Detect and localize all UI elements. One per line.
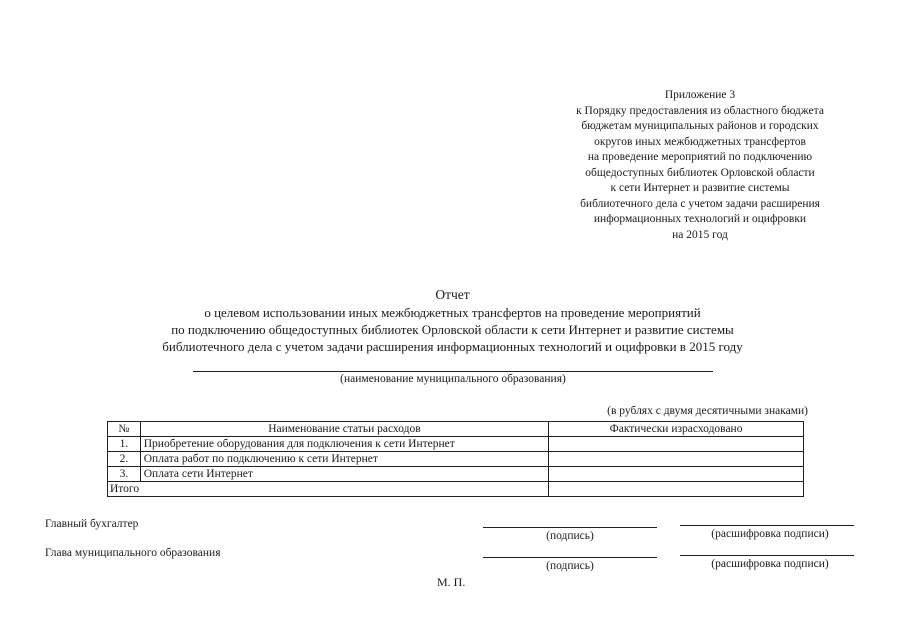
signature-caption: (подпись) <box>546 530 594 542</box>
table-row <box>108 467 804 482</box>
report-subtitle-line: библиотечного дела с учетом задачи расширения информационных технологий и оцифровки в 2015 году <box>162 339 743 354</box>
row-num: 2. <box>108 452 141 467</box>
signature-caption: (подпись) <box>546 560 594 572</box>
appendix-line: округов иных межбюджетных трансфертов <box>594 135 806 148</box>
appendix-line: бюджетам муниципальных районов и городских <box>581 120 819 132</box>
head-signature-field[interactable] <box>483 557 657 558</box>
row-fact-cell[interactable] <box>549 452 804 467</box>
accountant-decode-field[interactable] <box>680 525 854 526</box>
table-header-row <box>108 422 804 437</box>
row-name: Оплата сети Интернет <box>140 467 548 482</box>
report-subtitle <box>0 304 905 355</box>
row-name: Оплата работ по подключению к сети Интернет <box>140 452 548 467</box>
table-row <box>108 437 804 452</box>
report-title: Отчет <box>435 287 470 302</box>
appendix-line: Приложение 3 <box>664 89 736 101</box>
decode-caption: (расшифровка подписи) <box>711 528 829 540</box>
header-num: № <box>108 422 141 437</box>
row-num: 1. <box>108 437 141 452</box>
chief-accountant-label: Главный бухгалтер <box>45 518 139 530</box>
appendix-line: на 2015 год <box>672 228 728 241</box>
units-note: (в рублях с двумя десятичными знаками) <box>607 405 808 417</box>
head-decode-field[interactable] <box>680 555 854 556</box>
appendix-line: к Порядку предоставления из областного бюджета <box>576 104 824 117</box>
report-subtitle-line: по подключению общедоступных библиотек Орловской области к сети Интернет и развитие системы <box>171 322 734 337</box>
table-row <box>108 452 804 467</box>
decode-caption: (расшифровка подписи) <box>711 558 829 570</box>
row-name: Приобретение оборудования для подключения к сети Интернет <box>140 437 548 452</box>
row-fact-cell[interactable] <box>549 467 804 482</box>
municipality-name-field[interactable] <box>193 371 713 372</box>
appendix-line: библиотечного дела с учетом задачи расширения <box>580 197 820 210</box>
header-name: Наименование статьи расходов <box>140 422 548 437</box>
header-fact: Фактически израсходовано <box>549 422 804 437</box>
head-of-municipality-label: Глава муниципального образования <box>45 547 221 559</box>
stamp-place: М. П. <box>437 575 466 589</box>
expense-table <box>107 421 804 497</box>
municipality-caption: (наименование муниципального образования) <box>340 373 566 385</box>
total-label: Итого <box>108 482 549 497</box>
report-subtitle-line: о целевом использовании иных межбюджетных трансфертов на проведение мероприятий <box>204 305 701 320</box>
row-fact-cell[interactable] <box>549 437 804 452</box>
appendix-line: на проведение мероприятий по подключению <box>587 151 813 163</box>
total-fact-cell[interactable] <box>549 482 804 497</box>
table-total-row <box>108 482 804 497</box>
appendix-line: информационных технологий и оцифровки <box>593 213 807 225</box>
appendix-line: к сети Интернет и развитие системы <box>610 182 790 194</box>
row-num: 3. <box>108 467 141 482</box>
appendix-line: общедоступных библиотек Орловской области <box>585 166 815 179</box>
accountant-signature-field[interactable] <box>483 527 657 528</box>
appendix-header <box>520 88 880 243</box>
